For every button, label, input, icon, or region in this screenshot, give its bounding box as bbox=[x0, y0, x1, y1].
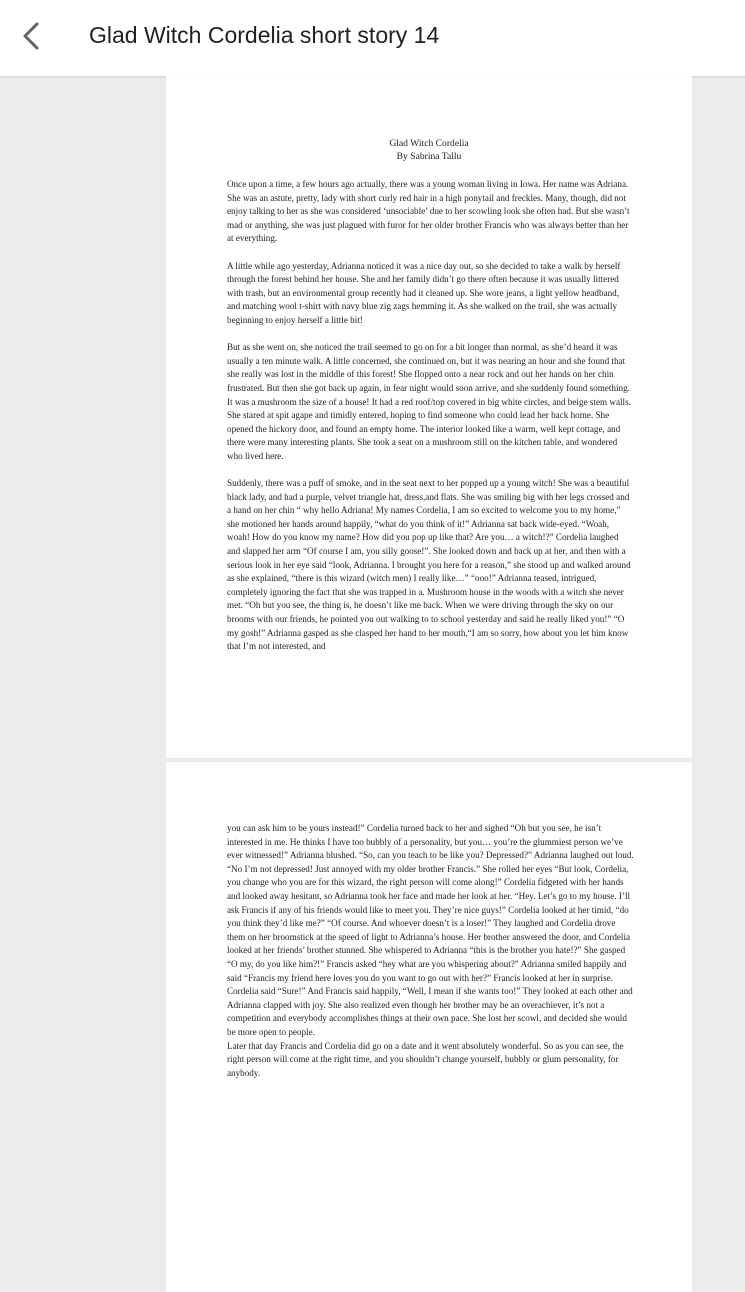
chevron-left-icon bbox=[18, 21, 44, 56]
document-name: Glad Witch Cordelia short story 14 bbox=[89, 22, 440, 48]
paragraph: Later that day Francis and Cordelia did go on a date and it went absolutely wonderful. So as you can see, the right person will come at the right time, and you shouldn’t change yourself, bubbly or glum personality, for anybody. bbox=[227, 1040, 624, 1078]
paragraph: Once upon a time, a few hours ago actually, there was a young woman living in Iowa. Her name was Adriana. She was an astute, pretty, lady with short curly red hair in a high ponytail and freckles. Many, though, did not enjoy talking to her as she was considered ‘unsociable’ due to her scowling look she often had. But she wasn’t mad or anything, she was just plagued with furor for her older brother Francis who was always better than her at everything. bbox=[227, 179, 630, 244]
paragraph: A little while ago yesterday, Adrianna noticed it was a nice day out, so she decided to take a walk by herself through the forest behind her house. She and her family didn’t go there often because it was usually littered with trash, but an environmental group recently had it cleaned up. She wore jeans, a light yellow headband, and matching wool t-shirt with navy blue zig zags hemming it. As she walked on the trail, she was actually beginning to enjoy herself a little bit! bbox=[227, 260, 621, 325]
story-title: Glad Witch Cordelia bbox=[389, 138, 469, 149]
story-byline: By Sabrina Tallu bbox=[396, 151, 462, 162]
paragraph: you can ask him to be yours instead!” Cordelia turned back to her and sighed “Oh but you see, he isn’t interested in me. He thinks I have too bubbly of a personality, but you… you’re the glummiest person we’ve ever witnessed!” Adrianna blushed. “So, can you teach to be like you? Depressed?” Adrianna laughed out loud. “No I’m not depressed! Just annoyed with my older brother Francis.” She rolled her eyes “But look, Cordelia, you change who you are for this wizard, the right person will come along!” Cordelia fidgeted with her hands and looked away hesitant, so Adrianna took her face and made her look at her. “Hey. Let’s go to my house. I’ll ask Francis if any of his friends would like to meet you. They’re nice guys!” Cordelia looked at her timid, “do you think they’d like me?” “Of course. And whoever doesn’t is a loser!” They laughed and Cordelia drove them on her broomstick at the speed of light to Adrianna’s house. Her brother answered the door, and Cordelia looked at her friends’ brother stunned. She whispered to Adrianna “this is the brother you hate!?” She gasped “O my, do you like him?!” Francis asked “hey what are you whispering about?” Adrianna smiled happily and said “Francis my friend here loves you do you want to go out with her?” Francis looked at her in surprise. Cordelia said “Sure!” And Francis said happily, “Well, I mean if she wants too!” They looked at each other and Adrianna clapped with joy. She also realized even though her brother may be an overachiever, it’s not a competition and everybody accomplishes things at their own pace. She lost her scowl, and decided she would be more open to people. bbox=[227, 823, 634, 1037]
page2-body bbox=[227, 822, 635, 1080]
document-page-2[interactable] bbox=[166, 762, 692, 1292]
back-button[interactable] bbox=[10, 16, 52, 60]
app-bar bbox=[0, 0, 745, 77]
paragraph: Suddenly, there was a puff of smoke, and in the seat next to her popped up a young witch! She was a beautiful black lady, and had a purple, velvet triangle hat, dress,and flats. She was smiling big with her legs crossed and a hand on her chin “ why hello Adriana! My names Cordelia, I am so excited to welcome you to my home,” she motioned her hands around happily, “what do you think of it!” Adrianna sat back wide-eyed. “Woah, woah! How do you know my name? How did you pop up like that? Are you… a witch!?” Cordelia laughed and slapped her arm “Of course I am, you silly goose!”. She looked down and back up at her, and then with a serious look in her eye said “look, Adrianna. I brought you here for a reason,” she stood up and walked around as she explained, “there is this wizard (witch men) I really like…” “ooo!” Adrianna teased, intrigued, completely ignoring the fact that she was trapped in a. Mushroom house in the woods with a witch she never met. “Oh but you see, the thing is, he doesn’t like me back. When we were driving through the sky on our brooms with our friends, he pointed you out walking to to school yesterday and said he really liked you!” “O my gosh!” Adrianna gasped as she clasped her hand to her mouth,“I am so sorry, how about you let him know that I’m not interested, and bbox=[227, 478, 631, 652]
document-page-1[interactable] bbox=[166, 76, 692, 758]
page1-body bbox=[227, 178, 632, 654]
paragraph: But as she went on, she noticed the trail seemed to go on for a bit longer than normal, as she’d heard it was usually a ten minute walk. A little concerned, she continued on, but it was nearing an hour and she found that she really was lost in the middle of this forest! She flopped onto a near rock and out her hands on her chin frustrated. But then she got back up again, in fear night would soon arrive, and she suddenly found something. It was a mushroom the size of a house! It had a red roof/top covered in big white circles, and beige stem walls. She stared at spit agape and timidly entered, hoping to find someone who could lead her back home. She opened the hickory door, and found an empty home. The interior looked like a warm, well kept cottage, and there were many interesting plants. She took a seat on a mushroom still on the kitchen table, and wondered who lived here. bbox=[227, 342, 631, 461]
